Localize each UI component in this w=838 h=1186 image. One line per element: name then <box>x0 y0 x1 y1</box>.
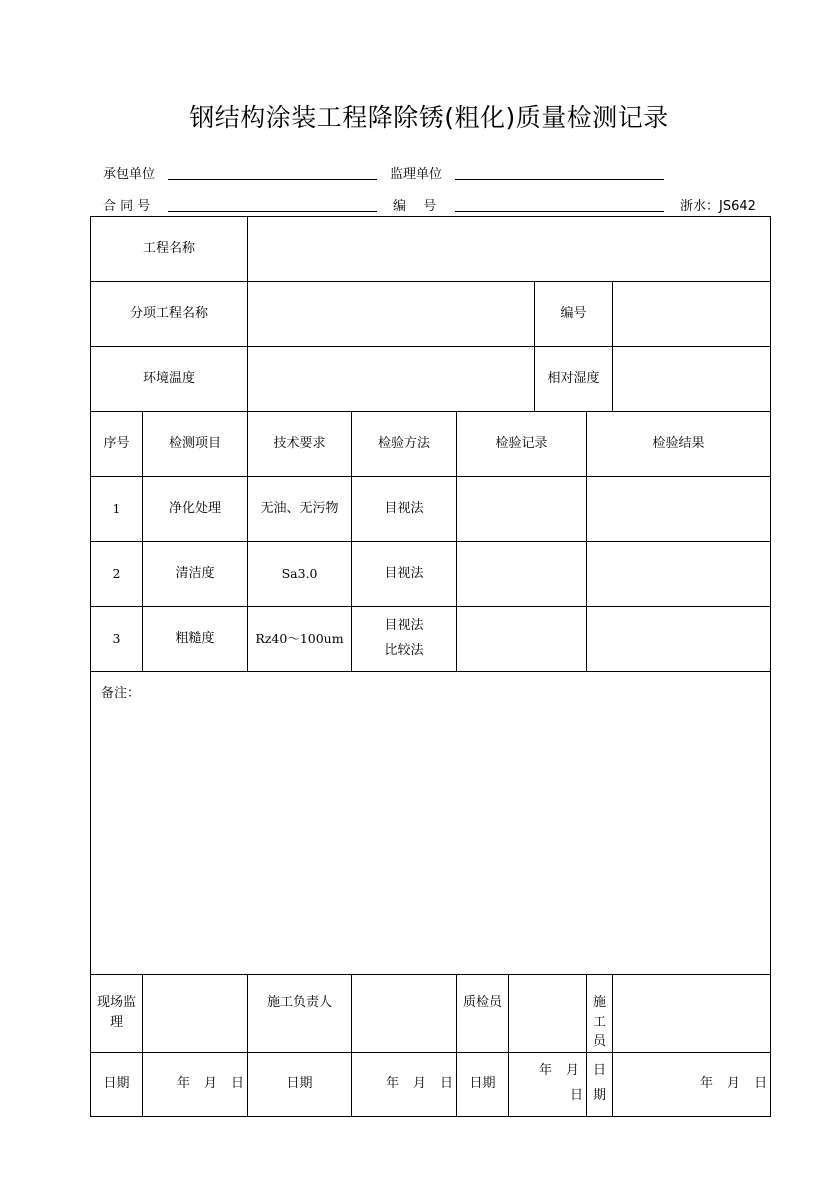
row-result-field[interactable] <box>587 542 771 607</box>
row-record-field[interactable] <box>457 607 587 672</box>
contractor-field[interactable] <box>168 179 377 180</box>
contract-no-label: 合 同 号 <box>103 199 151 214</box>
worker-label: 施工员 <box>587 975 613 1053</box>
month-label: 月 <box>566 1063 580 1079</box>
row-record-field[interactable] <box>457 542 587 607</box>
table-header-row <box>91 412 771 477</box>
info-number-label: 编号 <box>535 282 613 347</box>
contractor-label: 承包单位 <box>103 167 156 182</box>
row-req: Sa3.0 <box>248 542 352 607</box>
row-result-field[interactable] <box>587 607 771 672</box>
worker-date[interactable] <box>613 1052 771 1116</box>
table-row <box>91 477 771 542</box>
day-label: 日 <box>231 1075 245 1091</box>
info-number-field[interactable] <box>613 282 771 347</box>
project-name-field[interactable] <box>248 217 771 282</box>
table-row <box>91 542 771 607</box>
date-label: 日期 <box>587 1052 613 1116</box>
supervisor-field[interactable] <box>455 179 664 180</box>
col-header-result: 检验结果 <box>587 412 771 477</box>
contract-no-field[interactable] <box>168 211 377 212</box>
site-supervisor-date[interactable] <box>143 1052 248 1116</box>
month-label: 月 <box>727 1075 741 1091</box>
row-method <box>352 607 457 672</box>
row-record-field[interactable] <box>457 477 587 542</box>
year-label: 年 <box>176 1075 190 1091</box>
construction-lead-date[interactable] <box>352 1052 457 1116</box>
row-result-field[interactable] <box>587 477 771 542</box>
row-item: 清洁度 <box>143 542 248 607</box>
sub-project-label: 分项工程名称 <box>91 282 248 347</box>
humidity-field[interactable] <box>613 347 771 412</box>
row-item: 粗糙度 <box>143 607 248 672</box>
sub-project-field[interactable] <box>248 282 535 347</box>
inspector-label: 质检员 <box>457 975 509 1053</box>
inspector-sign[interactable] <box>509 975 587 1053</box>
construction-lead-label: 施工负责人 <box>248 975 352 1053</box>
humidity-label: 相对湿度 <box>535 347 613 412</box>
day-label: 日 <box>570 1088 584 1103</box>
inspector-date[interactable] <box>509 1052 587 1116</box>
table-row <box>91 607 771 672</box>
env-temp-label: 环境温度 <box>91 347 248 412</box>
number-field[interactable] <box>455 211 664 212</box>
date-row <box>91 1052 771 1116</box>
day-label: 日 <box>754 1075 768 1091</box>
form-code: 浙水：JS642 <box>680 199 756 214</box>
year-label: 年 <box>385 1075 399 1091</box>
day-label: 日 <box>440 1075 454 1091</box>
construction-lead-sign[interactable] <box>352 975 457 1053</box>
remarks-box[interactable] <box>91 672 771 975</box>
number-label: 编 号 <box>393 199 437 214</box>
remarks-label: 备注： <box>101 686 141 701</box>
year-label: 年 <box>700 1075 714 1091</box>
date-label: 日期 <box>91 1052 143 1116</box>
site-supervisor-label: 现场监理 <box>91 975 143 1053</box>
row-method: 目视法 <box>352 542 457 607</box>
row-no: 2 <box>91 542 143 607</box>
signature-row <box>91 975 771 1053</box>
year-label: 年 <box>538 1063 552 1079</box>
month-label: 月 <box>412 1075 426 1091</box>
row-method-line2: 比较法 <box>384 643 424 658</box>
row-req: 无油、无污物 <box>248 477 352 542</box>
date-label: 日期 <box>457 1052 509 1116</box>
row-no: 3 <box>91 607 143 672</box>
col-header-record: 检验记录 <box>457 412 587 477</box>
env-temp-field[interactable] <box>248 347 535 412</box>
col-header-item: 检测项目 <box>143 412 248 477</box>
supervisor-label: 监理单位 <box>390 167 443 182</box>
row-no: 1 <box>91 477 143 542</box>
date-label: 日期 <box>248 1052 352 1116</box>
col-header-req: 技术要求 <box>248 412 352 477</box>
inspection-form-table <box>90 216 771 1117</box>
col-header-no: 序号 <box>91 412 143 477</box>
row-method-line1: 目视法 <box>384 618 424 634</box>
month-label: 月 <box>203 1075 217 1091</box>
col-header-method: 检验方法 <box>352 412 457 477</box>
row-req: Rz40～100um <box>248 607 352 672</box>
page-title: 钢结构涂装工程降除锈(粗化)质量检测记录 <box>189 103 669 132</box>
row-method: 目视法 <box>352 477 457 542</box>
project-name-label: 工程名称 <box>91 217 248 282</box>
site-supervisor-sign[interactable] <box>143 975 248 1053</box>
row-item: 净化处理 <box>143 477 248 542</box>
worker-sign[interactable] <box>613 975 771 1053</box>
